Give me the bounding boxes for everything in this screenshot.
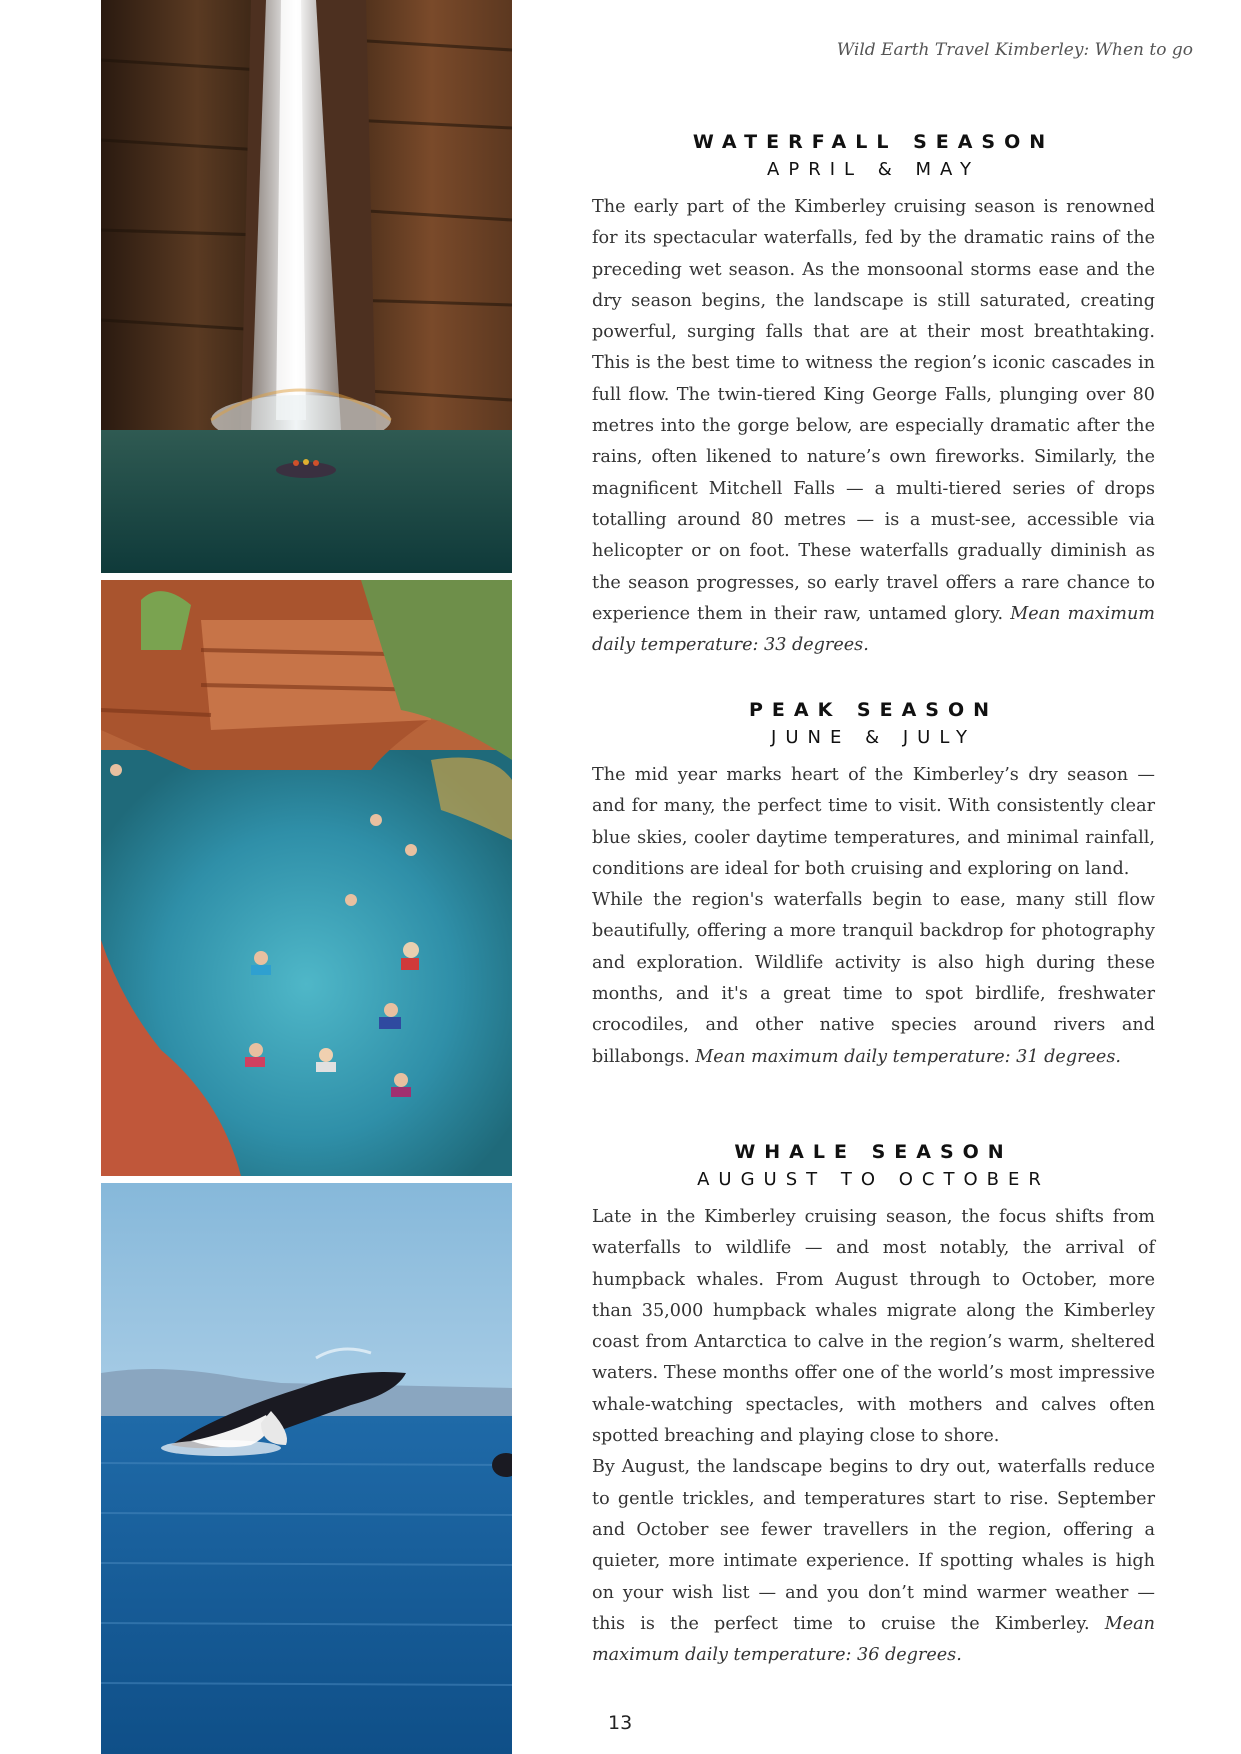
- whale-illustration: [101, 1183, 512, 1754]
- body-paragraph: By August, the landscape begins to dry out, waterfalls reduce to gentle trickles, and temperatures start to rise. September and October see fewer travellers in the region, offering a quieter, more intimate experience. If spotting whales is high on your wish list — and you don’t mind warmer weather — this is the perfect time to cruise the Kimberley. Mean maximum daily temperature: 36 degrees.: [592, 1457, 1155, 1666]
- running-header: Wild Earth Travel Kimberley: When to go: [836, 40, 1193, 60]
- body-paragraph: While the region's waterfalls begin to ease, many still flow beautifully, offering a more tranquil backdrop for photography and exploration. Wildlife activity is also high during these months, and it's a great time to spot birdlife, freshwater crocodiles, and other native species around rivers and billabongs. Mean maximum daily temperature: 31 degrees.: [592, 890, 1155, 1067]
- waterfall-season-section: [592, 128, 1155, 661]
- waterfall-illustration: [101, 0, 512, 573]
- body-paragraph: Late in the Kimberley cruising season, the focus shifts from waterfalls to wildlife — and most notably, the arrival of humpback whales. From August through to October, more than 35,000 humpback whales migrate along the Kimberley coast from Antarctica to calve in the region’s warm, sheltered waters. These months offer one of the world’s most impressive whale-watching spectacles, with mothers and calves often spotted breaching and playing close to shore.: [592, 1207, 1155, 1447]
- page-number: 13: [608, 1712, 633, 1734]
- section-months: AUGUST TO OCTOBER: [697, 1169, 1050, 1190]
- peak-season-section: [592, 696, 1155, 1073]
- temperature-note: Mean maximum daily temperature: 36 degrees.: [592, 1613, 1155, 1666]
- section-months: JUNE & JULY: [771, 727, 976, 748]
- section-title: WHALE SEASON: [734, 1141, 1013, 1163]
- temperature-note: Mean maximum daily temperature: 31 degrees.: [695, 1046, 1121, 1067]
- section-title: PEAK SEASON: [748, 699, 999, 721]
- section-title: WATERFALL SEASON: [692, 131, 1055, 153]
- rock-pool-illustration: [101, 580, 512, 1176]
- whale-photo: [101, 1183, 512, 1754]
- rock-pool-photo: [101, 580, 512, 1176]
- section-months: APRIL & MAY: [767, 159, 980, 180]
- waterfall-photo: [101, 0, 512, 573]
- whale-season-section: [592, 1138, 1155, 1671]
- temperature-note: Mean maximum daily temperature: 33 degrees.: [592, 603, 1155, 656]
- body-paragraph: The mid year marks heart of the Kimberley’s dry season — and for many, the perfect time to visit. With consistently clear blue skies, cooler daytime temperatures, and minimal rainfall, conditions are ideal for both cruising and exploring on land.: [592, 765, 1155, 879]
- body-paragraph: The early part of the Kimberley cruising season is renowned for its spectacular waterfalls, fed by the dramatic rains of the preceding wet season. As the monsoonal storms ease and the dry season begins, the landscape is still saturated, creating powerful, surging falls that are at their most breathtaking. This is the best time to witness the region’s iconic cascades in full flow. The twin-tiered King George Falls, plunging over 80 metres into the gorge below, are especially dramatic after the rains, often likened to nature’s own fireworks. Similarly, the magnificent Mitchell Falls — a multi-tiered series of drops totalling around 80 metres — is a must-see, accessible via helicopter or on foot. These waterfalls gradually diminish as the season progresses, so early travel offers a rare chance to experience them in their raw, untamed glory. Mean maximum daily temperature: 33 degrees.: [592, 197, 1155, 656]
